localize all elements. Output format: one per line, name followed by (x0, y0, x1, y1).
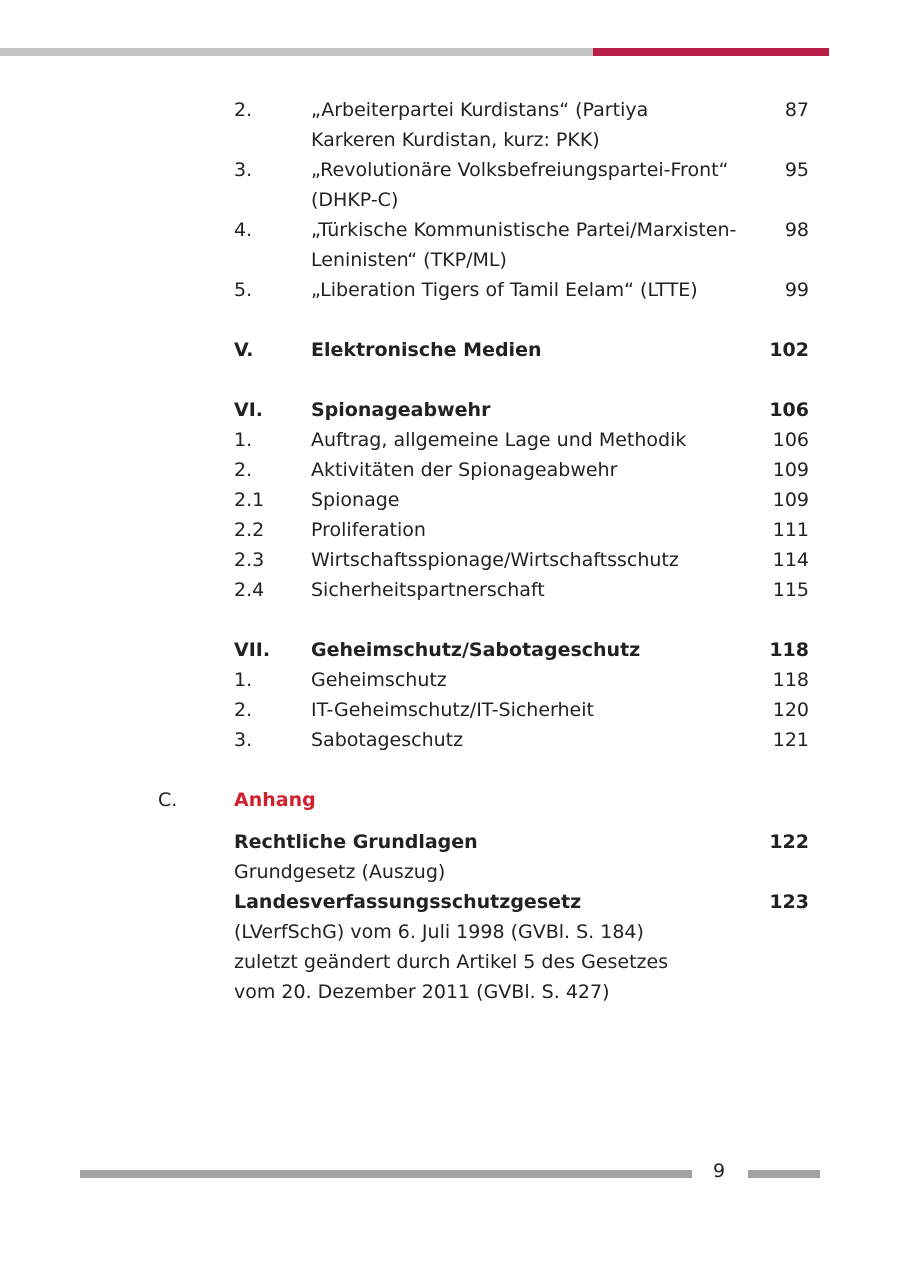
entry-number: 5. (234, 279, 253, 301)
toc-entry (0, 455, 900, 485)
appendix-entry (0, 827, 900, 857)
toc-entry (0, 425, 900, 455)
entry-title: IT-Geheimschutz/IT-Sicherheit (311, 699, 594, 721)
appendix-entry (0, 947, 900, 977)
entry-number: 2.4 (234, 579, 265, 601)
entry-title: zuletzt geändert durch Artikel 5 des Gesetzes (234, 951, 669, 973)
entry-title: Auftrag, allgemeine Lage und Methodik (311, 429, 687, 451)
spacer (0, 305, 900, 335)
toc-entry (0, 635, 900, 665)
entry-title: Geheimschutz/Sabotageschutz (311, 639, 641, 661)
entry-number: 1. (234, 669, 253, 691)
toc-entry (0, 185, 900, 215)
entry-page: 111 (772, 519, 809, 541)
entry-title: Geheimschutz (311, 669, 447, 691)
entry-page: 123 (769, 891, 809, 913)
entry-title: Elektronische Medien (311, 339, 542, 361)
entry-page: 87 (784, 99, 809, 121)
entry-number: 2.3 (234, 549, 265, 571)
entry-title: Sicherheitspartnerschaft (311, 579, 545, 601)
appendix-entry (0, 887, 900, 917)
entry-title: (DHKP-C) (311, 189, 399, 211)
toc-entry (0, 725, 900, 755)
footer-bar-left (80, 1170, 692, 1178)
entry-number: VII. (234, 639, 271, 661)
entry-number: 3. (234, 159, 253, 181)
entry-title: vom 20. Dezember 2011 (GVBl. S. 427) (234, 981, 610, 1003)
entry-number: 3. (234, 729, 253, 751)
table-of-contents (0, 95, 900, 1007)
toc-entry (0, 515, 900, 545)
entry-number: 1. (234, 429, 253, 451)
entry-number: 2. (234, 699, 253, 721)
section-title: Anhang (234, 789, 316, 811)
entry-page: 99 (784, 279, 809, 301)
toc-entry (0, 155, 900, 185)
entry-title: „Arbeiterpartei Kurdistans“ (Partiya (311, 99, 649, 121)
entry-title: „Türkische Kommunistische Partei/Marxisten- (311, 219, 737, 241)
toc-entry (0, 215, 900, 245)
entry-page: 102 (769, 339, 809, 361)
toc-entry (0, 545, 900, 575)
entry-number: 2.2 (234, 519, 265, 541)
entry-title: Spionageabwehr (311, 399, 491, 421)
toc-entry (0, 665, 900, 695)
toc-entry (0, 695, 900, 725)
entry-title: Leninisten“ (TKP/ML) (311, 249, 507, 271)
entry-title: Karkeren Kurdistan, kurz: PKK) (311, 129, 600, 151)
entry-title: Landesverfassungsschutzgesetz (234, 891, 582, 913)
appendix-entry (0, 917, 900, 947)
section-letter: C. (158, 789, 178, 811)
toc-entry (0, 125, 900, 155)
entry-number: V. (234, 339, 254, 361)
entry-title: Sabotageschutz (311, 729, 464, 751)
entry-title: Wirtschaftsspionage/Wirtschaftsschutz (311, 549, 679, 571)
toc-entry (0, 485, 900, 515)
entry-number: 2.1 (234, 489, 265, 511)
footer-bar-right (748, 1170, 820, 1178)
entry-page: 118 (769, 639, 809, 661)
entry-page: 115 (772, 579, 809, 601)
entry-title: Grundgesetz (Auszug) (234, 861, 446, 883)
entry-page: 109 (772, 489, 809, 511)
toc-entry (0, 275, 900, 305)
entry-page: 114 (772, 549, 809, 571)
entry-page: 106 (772, 429, 809, 451)
toc-entry (0, 575, 900, 605)
entry-title: Aktivitäten der Spionageabwehr (311, 459, 618, 481)
entry-page: 118 (772, 669, 809, 691)
entry-title: (LVerfSchG) vom 6. Juli 1998 (GVBl. S. 184) (234, 921, 644, 943)
entry-number: 4. (234, 219, 253, 241)
entry-number: 2. (234, 459, 253, 481)
entry-page: 95 (784, 159, 809, 181)
entry-page: 121 (772, 729, 809, 751)
spacer (0, 755, 900, 785)
entry-page: 109 (772, 459, 809, 481)
page-number: 9 (713, 1160, 726, 1182)
entry-number: 2. (234, 99, 253, 121)
entry-page: 120 (772, 699, 809, 721)
entry-page: 106 (769, 399, 809, 421)
appendix-heading (0, 785, 900, 815)
spacer (0, 815, 900, 827)
toc-entry (0, 95, 900, 125)
spacer (0, 365, 900, 395)
entry-page: 98 (784, 219, 809, 241)
toc-entry (0, 335, 900, 365)
entry-title: „Liberation Tigers of Tamil Eelam“ (LTTE) (311, 279, 698, 301)
spacer (0, 605, 900, 635)
toc-entry (0, 245, 900, 275)
toc-entry (0, 395, 900, 425)
entry-number: VI. (234, 399, 263, 421)
appendix-entry (0, 977, 900, 1007)
appendix-entry (0, 857, 900, 887)
entry-title: Rechtliche Grundlagen (234, 831, 478, 853)
entry-title: „Revolutionäre Volksbefreiungspartei-Front“ (311, 159, 729, 181)
entry-title: Spionage (311, 489, 400, 511)
entry-title: Proliferation (311, 519, 426, 541)
entry-page: 122 (769, 831, 809, 853)
header-bar-accent (593, 48, 829, 56)
header-bar-gray (0, 48, 593, 56)
